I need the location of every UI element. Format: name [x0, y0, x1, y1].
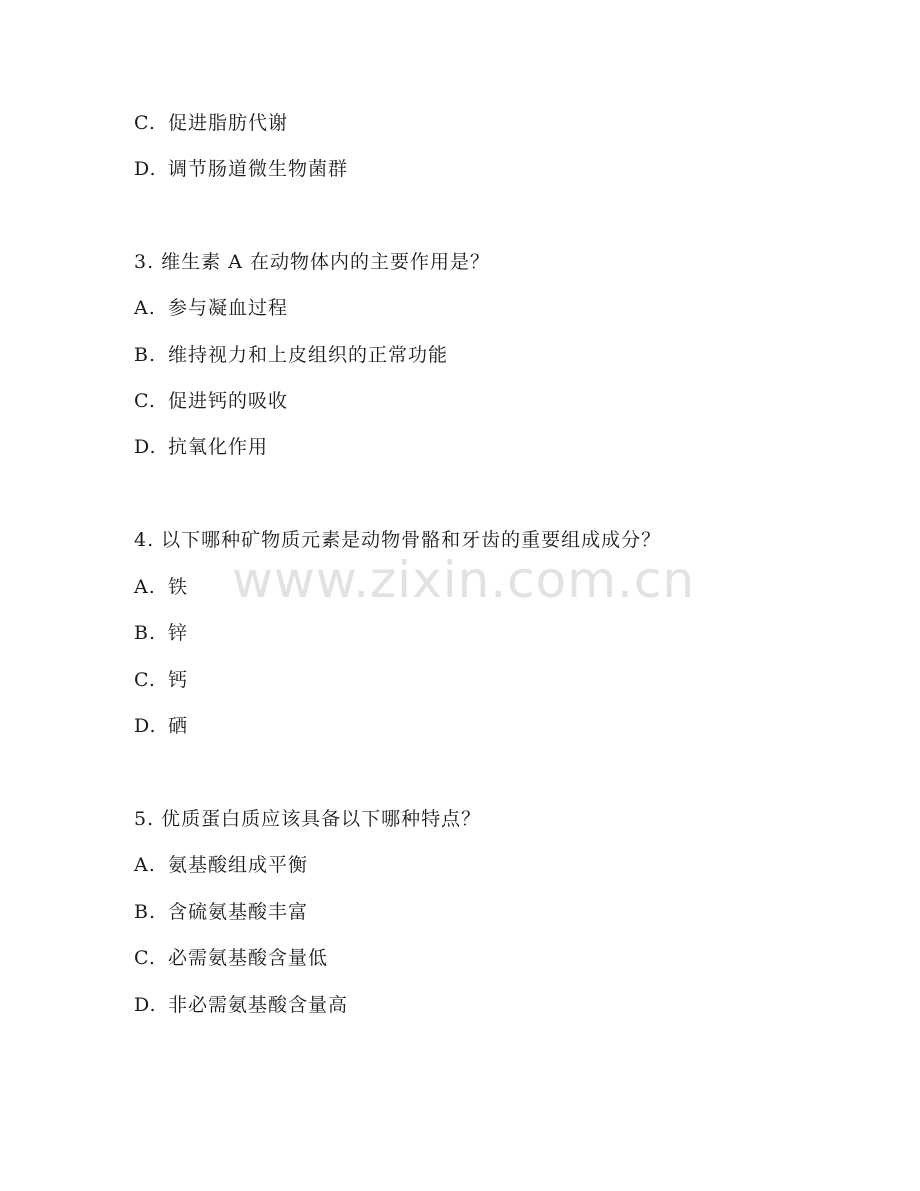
option-label: A. [134, 576, 156, 598]
option-label: D. [134, 715, 157, 737]
q3-option-c [134, 386, 288, 416]
option-text: 维持视力和上皮组织的正常功能 [168, 344, 449, 366]
option-text: 氨基酸组成平衡 [168, 854, 309, 876]
q5-stem: 5. 优质蛋白质应该具备以下哪种特点？ [134, 808, 482, 830]
option-label: B. [134, 901, 157, 923]
option-label: B. [134, 344, 157, 366]
q5-option-b [134, 897, 308, 927]
option-text: 铁 [168, 576, 189, 598]
option-label: D. [134, 994, 157, 1016]
watermark: www.zixin.com.cn [232, 551, 696, 609]
q3-option-d [134, 432, 268, 462]
q2-option-c [134, 108, 288, 138]
option-text: 含硫氨基酸丰富 [168, 901, 309, 923]
option-text: 硒 [168, 715, 189, 737]
option-text: 必需氨基酸含量低 [168, 947, 329, 969]
q4-option-c [134, 665, 188, 695]
q4-option-a [134, 572, 188, 602]
q5-option-c [134, 943, 328, 973]
q4-stem: 4. 以下哪种矿物质元素是动物骨骼和牙齿的重要组成成分？ [134, 529, 662, 551]
option-label: D. [134, 158, 157, 180]
option-label: B. [134, 622, 157, 644]
q4-option-d [134, 711, 188, 741]
option-text: 钙 [168, 669, 189, 691]
option-text: 锌 [168, 622, 189, 644]
option-text: 抗氧化作用 [168, 436, 269, 458]
option-label: C. [134, 947, 156, 969]
q2-option-d [134, 154, 348, 184]
option-text: 促进钙的吸收 [168, 390, 289, 412]
option-label: A. [134, 854, 156, 876]
q3-stem: 3. 维生素 A 在动物体内的主要作用是？ [134, 251, 490, 273]
q4-option-b [134, 618, 188, 648]
option-label: C. [134, 112, 156, 134]
option-label: C. [134, 390, 156, 412]
option-label: D. [134, 436, 157, 458]
option-label: A. [134, 297, 156, 319]
q5-option-d [134, 990, 348, 1020]
q3-option-b [134, 340, 448, 370]
option-label: C. [134, 669, 156, 691]
q3-option-a [134, 293, 288, 323]
q5-option-a [134, 850, 308, 880]
option-text: 促进脂肪代谢 [168, 112, 289, 134]
option-text: 参与凝血过程 [168, 297, 289, 319]
option-text: 非必需氨基酸含量高 [168, 994, 349, 1016]
option-text: 调节肠道微生物菌群 [168, 158, 349, 180]
